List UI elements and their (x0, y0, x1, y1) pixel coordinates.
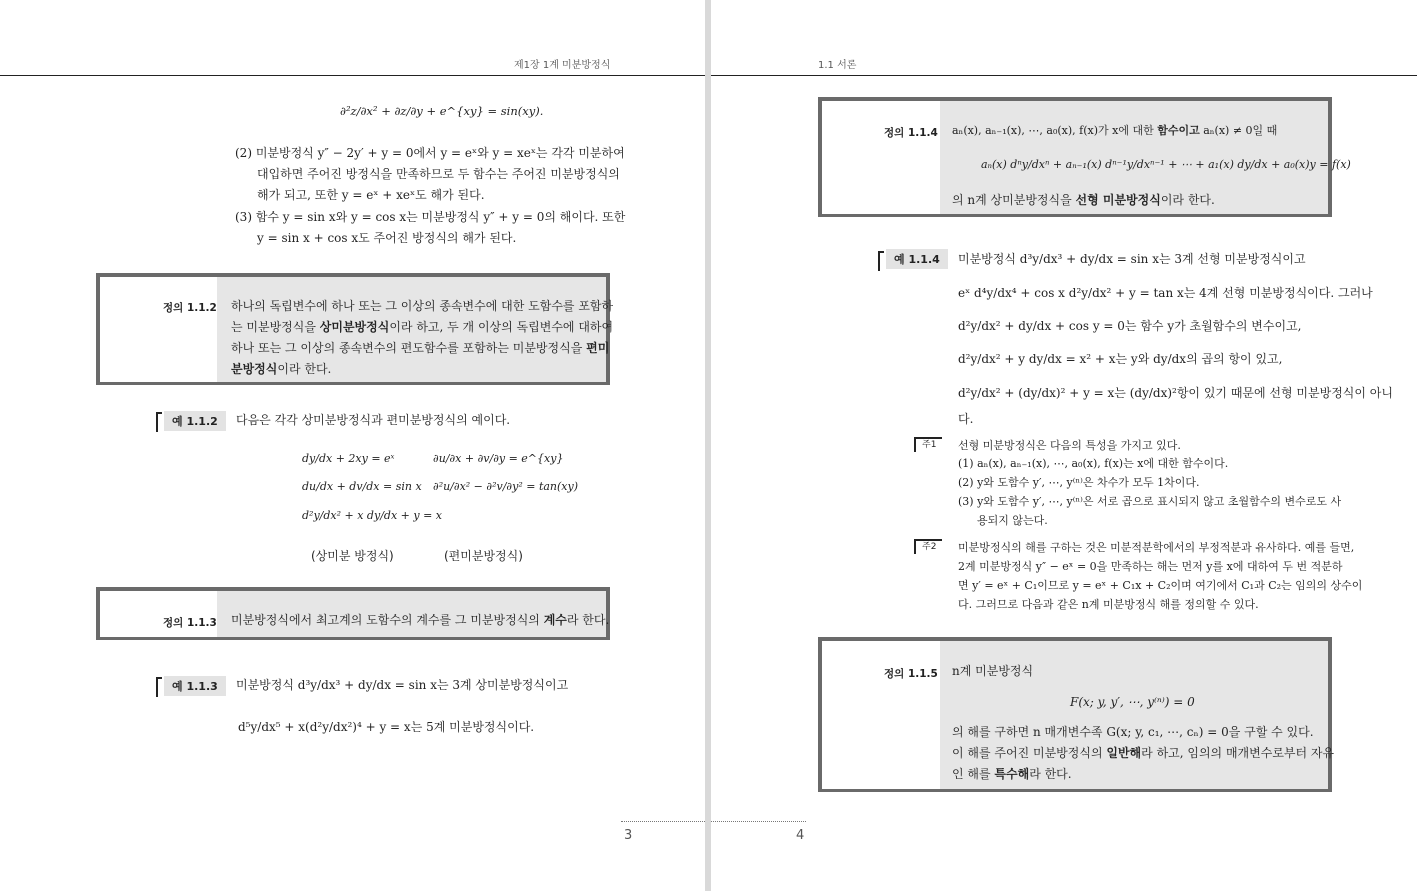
footer-dotted-rule (711, 821, 806, 822)
definition-label: 정의 1.1.4 (884, 127, 938, 139)
example-label: 예 1.1.3 (164, 676, 226, 696)
definition-line1: n계 미분방정식 (952, 664, 1034, 678)
ode-equation-3: d²y/dx² + x dy/dx + y = x (302, 509, 442, 522)
definition-equation: aₙ(x) dⁿy/dxⁿ + aₙ₋₁(x) dⁿ⁻¹y/dxⁿ⁻¹ + ⋯ + a₁(x) dy/dx + a₀(x)y = f(x) (981, 158, 1351, 171)
ode-equation-1: dy/dx + 2xy = eˣ (302, 452, 395, 465)
definition-text: 미분방정식에서 최고계의 도함수의 계수를 그 미분방정식의 계수라 한다. (231, 613, 610, 627)
example-bracket (878, 251, 884, 271)
example-label: 예 1.1.4 (886, 249, 948, 269)
example-bracket (156, 412, 162, 432)
left-page (0, 0, 705, 891)
top-equation: ∂²z/∂x² + ∂z/∂y + e^{xy} = sin(xy). (340, 104, 544, 118)
example-line2: d⁵y/dx⁵ + x(d²y/dx²)⁴ + y = x는 5계 미분방정식이다. (238, 720, 535, 734)
note2-line3: 면 y′ = eˣ + C₁이므로 y = eˣ + C₁x + C₂이며 여기에서 C₁과 C₂는 임의의 상수이 (958, 579, 1363, 592)
example-line6: 다. (958, 412, 974, 426)
item2-line1: (2) 미분방정식 y″ − 2y′ + y = 0에서 y = eˣ와 y = xeˣ는 각각 미분하여 (235, 146, 625, 160)
page-number-left: 3 (624, 828, 633, 843)
definition-box-1-1-5 (818, 637, 1335, 792)
right-page (711, 0, 1417, 891)
note2-line1: 미분방정식의 해를 구하는 것은 미분적분학에서의 부정적분과 유사하다. 예를 들면, (958, 541, 1355, 554)
example-bracket (156, 677, 162, 697)
definition-label: 정의 1.1.2 (163, 302, 217, 314)
item3-line2: y = sin x + cos x도 주어진 방정식의 해가 된다. (257, 231, 517, 245)
example-line5: d²y/dx² + (dy/dx)² + y = x는 (dy/dx)²항이 있기 때문에 선형 미분방정식이 아니 (958, 386, 1393, 400)
definition-label: 정의 1.1.3 (163, 617, 217, 629)
ode-equation-2: du/dx + dv/dx = sin x (302, 480, 422, 493)
definition-line1: aₙ(x), aₙ₋₁(x), ⋯, a₀(x), f(x)가 x에 대한 함수이고 aₙ(x) ≠ 0일 때 (952, 124, 1278, 137)
footer-dotted-rule (621, 821, 705, 822)
pde-equation-1: ∂u/∂x + ∂v/∂y = e^{xy} (433, 452, 564, 465)
note1-line1: 선형 미분방정식은 다음의 특성을 가지고 있다. (958, 439, 1181, 452)
example-line2: eˣ d⁴y/dx⁴ + cos x d²y/dx² + y = tan x는 4계 선형 미분방정식이다. 그러나 (958, 286, 1373, 300)
note-label: 주2 (914, 539, 942, 554)
caption-pde: (편미분방정식) (444, 549, 523, 563)
definition-line5: 인 해를 특수해라 한다. (952, 767, 1072, 781)
note1-line2: (1) aₙ(x), aₙ₋₁(x), ⋯, a₀(x), f(x)는 x에 대한 함수이다. (958, 457, 1229, 470)
definition-line3: 의 해를 구하면 n 매개변수족 G(x; y, c₁, ⋯, cₙ) = 0을 구할 수 있다. (952, 725, 1314, 739)
pde-equation-2: ∂²u/∂x² − ∂²v/∂y² = tan(xy) (433, 480, 579, 493)
example-line3: d²y/dx² + dy/dx + cos y = 0는 함수 y가 초월함수의 변수이고, (958, 319, 1302, 333)
note1-line3: (2) y와 도함수 y′, ⋯, y⁽ⁿ⁾은 차수가 모두 1차이다. (958, 476, 1200, 489)
running-head-right: 1.1 서론 (818, 60, 857, 71)
note-label: 주1 (914, 437, 942, 452)
header-rule (711, 75, 1417, 76)
item3-line1: (3) 함수 y = sin x와 y = cos x는 미분방정식 y″ + y = 0의 해이다. 또한 (235, 210, 626, 224)
item2-line2: 대입하면 주어진 방정식을 만족하므로 두 함수는 주어진 미분방정식의 (257, 167, 620, 181)
note2-line4: 다. 그러므로 다음과 같은 n계 미분방정식 해를 정의할 수 있다. (958, 598, 1259, 611)
note1-line4: (3) y와 도함수 y′, ⋯, y⁽ⁿ⁾은 서로 곱으로 표시되지 않고 초월함수의 변수로도 사 (958, 495, 1342, 508)
page-number-right: 4 (796, 828, 805, 843)
example-label: 예 1.1.2 (164, 411, 226, 431)
definition-equation: F(x; y, y′, ⋯, y⁽ⁿ⁾) = 0 (1070, 695, 1195, 709)
header-rule (0, 75, 705, 76)
running-head-left: 제1장 1계 미분방정식 (514, 60, 611, 71)
example-text: 다음은 각각 상미분방정식과 편미분방정식의 예이다. (236, 413, 511, 427)
definition-line4: 이 해를 주어진 미분방정식의 일반해라 하고, 임의의 매개변수로부터 자유 (952, 746, 1335, 760)
definition-text: 하나의 독립변수에 하나 또는 그 이상의 종속변수에 대한 도함수를 포함하 는 미분방정식을 상미분방정식이라 하고, 두 개 이상의 독립변수에 대하여 하나 또는 그 이상의 종속변수의 편도함수를 포함하는 미분방정식을 편미 분방정식이라 한다. (231, 299, 614, 376)
caption-ode: (상미분 방정식) (311, 549, 394, 563)
example-line1: 미분방정식 d³y/dx³ + dy/dx = sin x는 3계 상미분방정식이고 (236, 678, 569, 692)
definition-label: 정의 1.1.5 (884, 668, 938, 680)
note1-line5: 용되지 않는다. (977, 514, 1048, 527)
note2-line2: 2계 미분방정식 y″ − eˣ = 0을 만족하는 해는 먼저 y를 x에 대하여 두 번 적분하 (958, 560, 1343, 573)
example-line4: d²y/dx² + y dy/dx = x² + x는 y와 dy/dx의 곱의 항이 있고, (958, 352, 1283, 366)
example-line1: 미분방정식 d³y/dx³ + dy/dx = sin x는 3계 선형 미분방정식이고 (958, 252, 1306, 266)
definition-line3: 의 n계 상미분방정식을 선형 미분방정식이라 한다. (952, 193, 1215, 207)
item2-line3: 해가 되고, 또한 y = eˣ + xeˣ도 해가 된다. (257, 188, 485, 202)
